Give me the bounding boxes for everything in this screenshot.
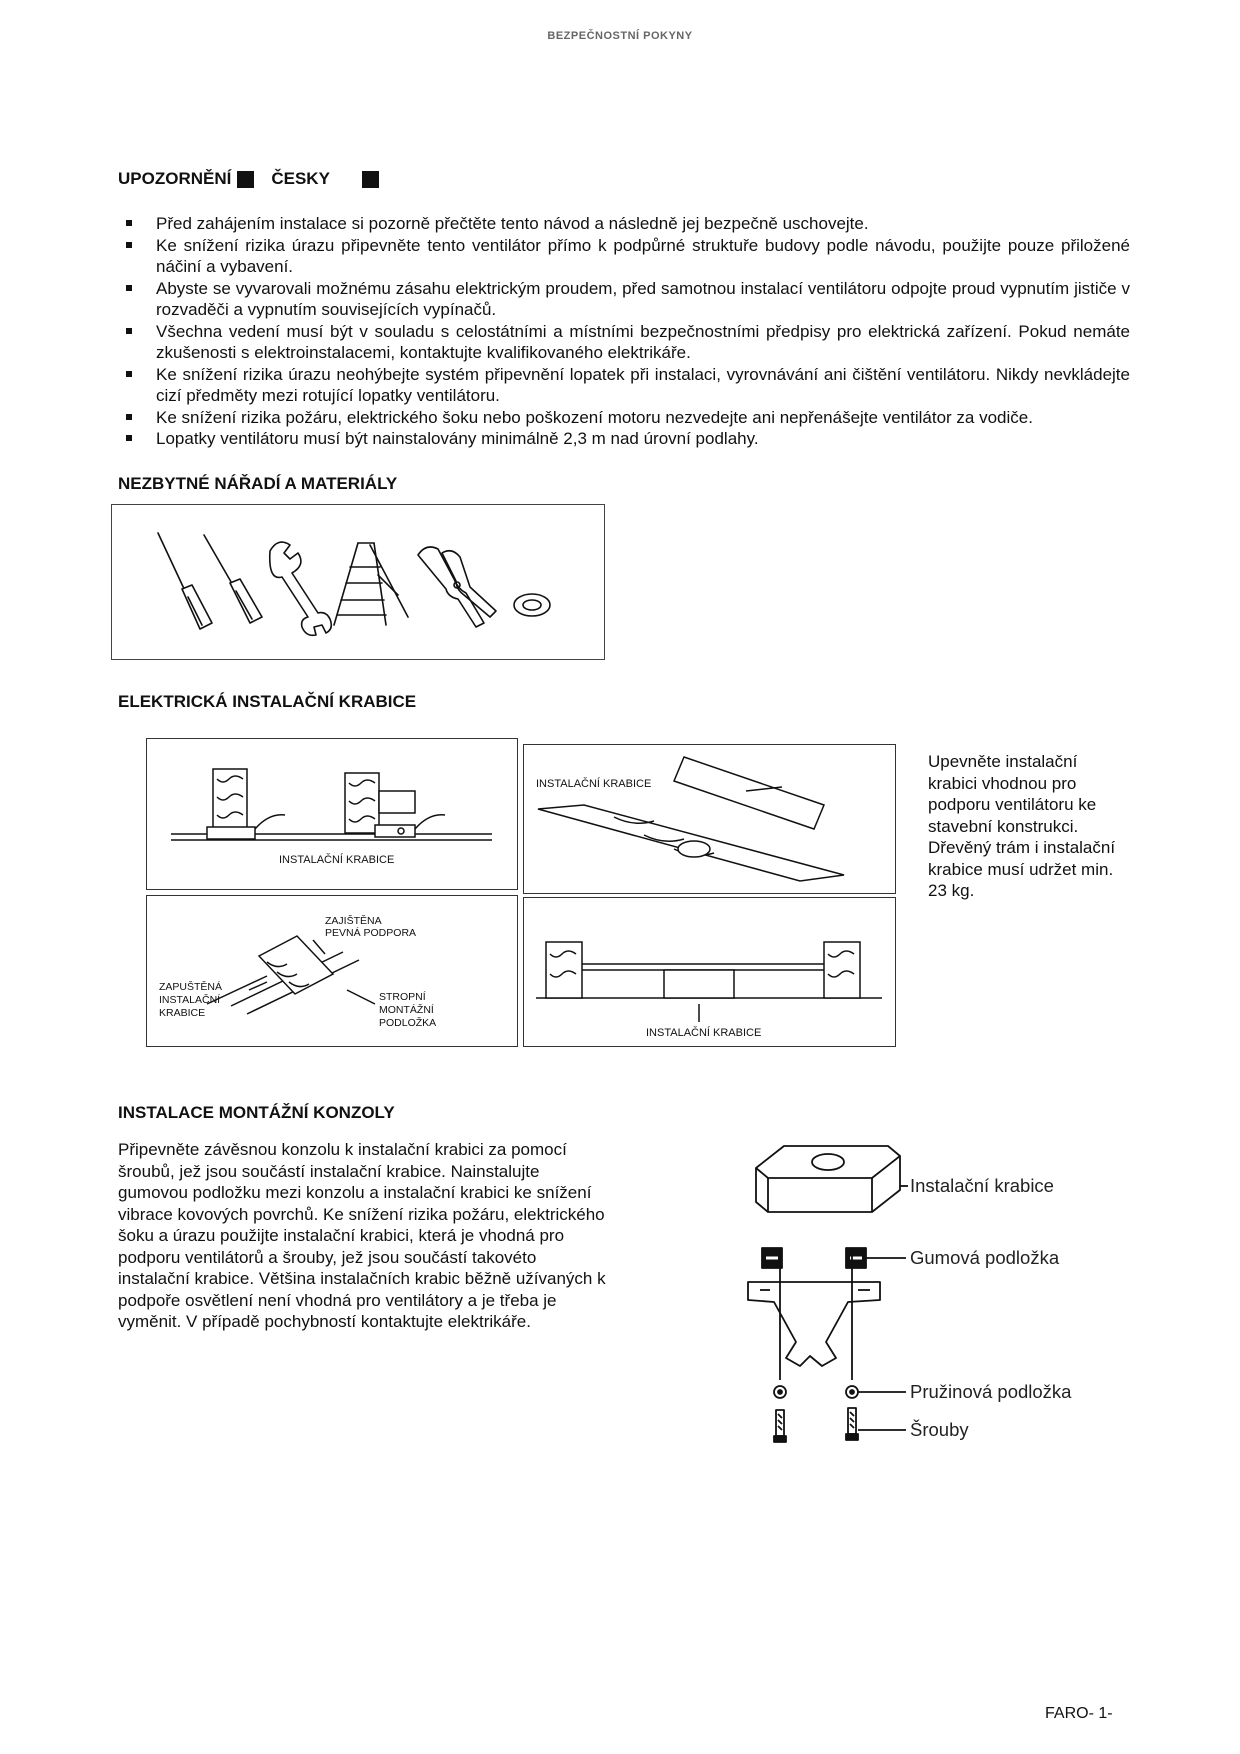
panel-label: ZAPUŠTĚNÁ xyxy=(159,981,223,993)
warning-list xyxy=(118,213,1130,450)
box-panel-1 xyxy=(146,738,518,890)
warning-title: UPOZORNĚNÍ xyxy=(118,169,232,188)
panel-label: STROPNÍ xyxy=(379,991,426,1003)
ladder-icon xyxy=(334,543,408,625)
panel-label: INSTALAČNÍ KRABICE xyxy=(279,854,395,866)
warning-section-title xyxy=(118,169,379,189)
box-panel-3 xyxy=(146,895,518,1047)
pliers-icon xyxy=(418,547,496,627)
label-rubber-pad: Gumová podložka xyxy=(910,1247,1060,1268)
joist-mount-illustration xyxy=(524,745,894,892)
bracket-figure xyxy=(740,1130,1140,1470)
panel-label: PODLOŽKA xyxy=(379,1017,437,1029)
box-section-title: ELEKTRICKÁ INSTALAČNÍ KRABICE xyxy=(118,692,417,711)
bracket-body-text: Připevněte závěsnou konzolu k instalační krabici za pomocí šroubů, jež jsou součástí instalační krabice. Nainstalujte gumovou podložku mezi konzolu a instalační krabici ke snížení vibrace kovových povrchů. Ke snížení rizika požáru, elektrického šoku a úrazu použijte instalační krabici, která je vhodná pro podporu ventilátorů a šrouby, jež jsou součástí takovéto instalační krabice. Většina instalačních krabic běžně užívaných k podpoře osvětlení není vhodná pro ventilátory a je třeba je vyměnit. V případě pochybností kontaktujte elektrikáře. xyxy=(118,1140,606,1331)
panel-label: KRABICE xyxy=(159,1007,206,1019)
panel-label: MONTÁŽNÍ xyxy=(379,1004,434,1016)
brace-mount-illustration xyxy=(524,898,894,1045)
warning-item: Ke snížení rizika úrazu neohýbejte systém připevnění lopatek při instalaci, vyrovnávání ani čištění ventilátoru. Nikdy nevkládejte cizí předměty mezi rotující lopatky ventilátoru. xyxy=(118,364,1130,407)
box-panel-4 xyxy=(523,897,896,1047)
label-spring-washer: Pružinová podložka xyxy=(910,1381,1072,1402)
panel-label: INSTALAČNÍ xyxy=(159,994,221,1006)
running-header: BEZPEČNOSTNÍ POKYNY xyxy=(547,30,693,42)
page-number: FARO- 1- xyxy=(1045,1705,1113,1722)
wrench-icon xyxy=(270,542,332,635)
screwdriver-icon xyxy=(204,535,262,623)
tape-icon xyxy=(514,594,550,616)
warning-item: Před zahájením instalace si pozorně přečtěte tento návod a následně jej bezpečně uschovejte. xyxy=(118,213,1130,235)
tools-illustration xyxy=(112,505,603,658)
tools-title: NEZBYTNÉ NÁŘADÍ A MATERIÁLY xyxy=(118,474,398,493)
panel-label: PEVNÁ PODPORA xyxy=(325,927,417,939)
label-screws: Šrouby xyxy=(910,1419,969,1440)
bracket-exploded-illustration xyxy=(740,1130,1140,1470)
bracket-section-title: INSTALACE MONTÁŽNÍ KONZOLY xyxy=(118,1103,395,1122)
warning-item: Lopatky ventilátoru musí být nainstalovány minimálně 2,3 m nad úrovní podlahy. xyxy=(118,428,1130,450)
warning-item: Ke snížení rizika úrazu připevněte tento ventilátor přímo k podpůrné struktuře budovy podle návodu, použijte pouze přiložené náčiní a vybavení. xyxy=(118,235,1130,278)
recessed-box-illustration xyxy=(147,896,516,1045)
panel-label: INSTALAČNÍ KRABICE xyxy=(536,778,652,790)
warning-item: Abyste se vyvarovali možnému zásahu elektrickým proudem, před samotnou instalací ventilátoru odpojte proud vypnutím jističe v rozvaděči a vypnutím souvisejících vypínačů. xyxy=(118,278,1130,321)
box-panel-2 xyxy=(523,744,896,894)
tools-figure xyxy=(111,504,605,660)
language-label: ČESKY xyxy=(271,169,330,188)
panel-label: INSTALAČNÍ KRABICE xyxy=(646,1027,762,1039)
marker-square xyxy=(362,171,379,188)
label-install-box: Instalační krabice xyxy=(910,1175,1054,1196)
marker-square xyxy=(237,171,254,188)
beam-mount-illustration xyxy=(147,739,516,888)
screwdriver-icon xyxy=(158,533,212,629)
warning-item: Ke snížení rizika požáru, elektrického šoku nebo poškození motoru nezvedejte ani nepřenášejte ventilátor za vodiče. xyxy=(118,407,1130,429)
box-side-text: Upevněte instalační krabici vhodnou pro podporu ventilátoru ke stavební konstrukci. Dřevěný trám i instalační krabice musí udržet min. 23 kg. xyxy=(928,752,1116,900)
warning-item: Všechna vedení musí být v souladu s celostátními a místními bezpečnostními předpisy pro elektrická zařízení. Pokud nemáte zkušenosti s elektroinstalacemi, kontaktujte kvalifikovaného elektrikáře. xyxy=(118,321,1130,364)
panel-label: ZAJIŠTĚNA xyxy=(325,915,382,927)
